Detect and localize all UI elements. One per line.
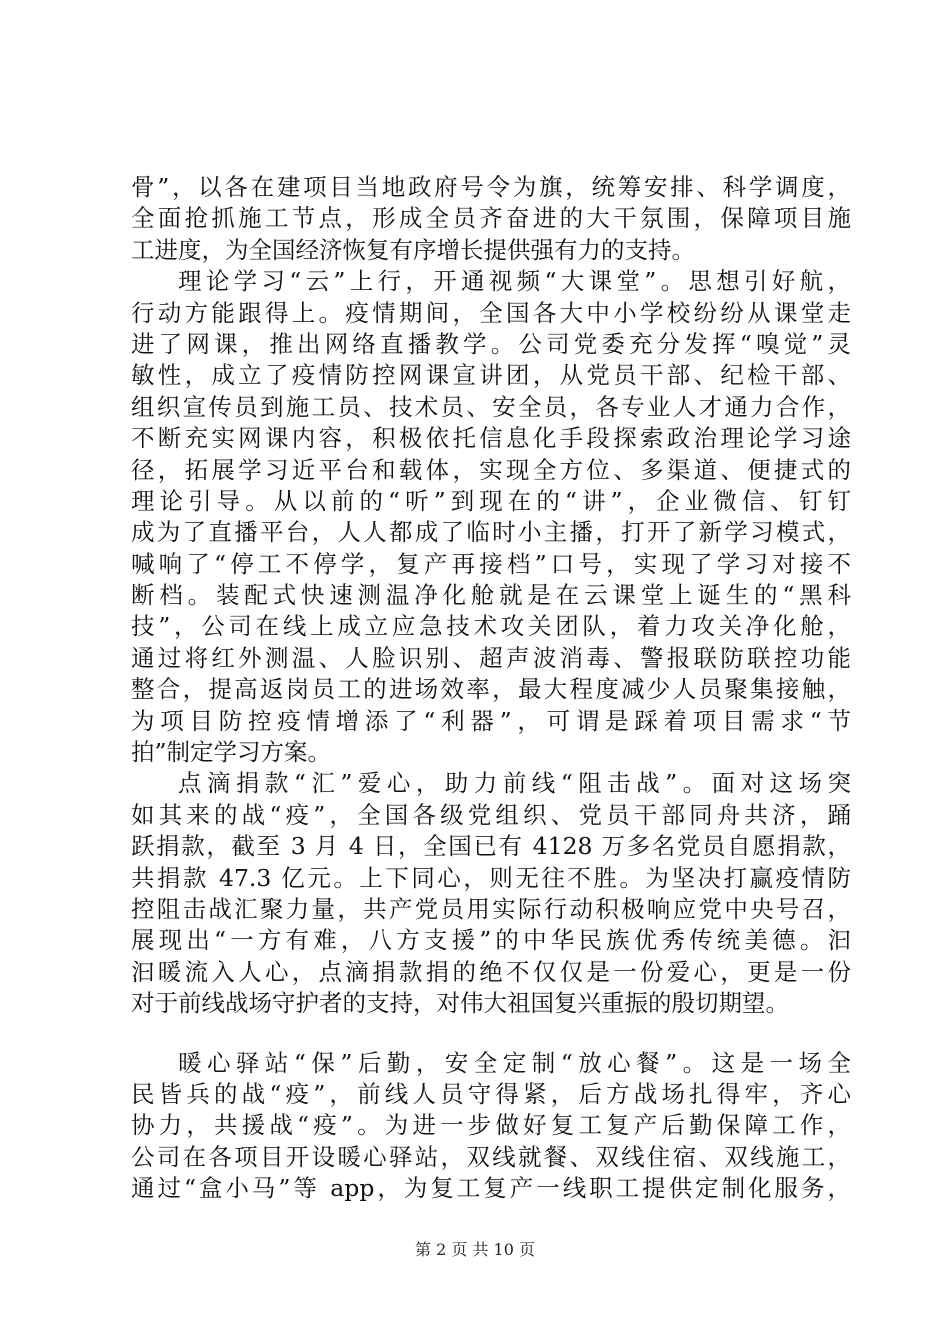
text-line: 对于前线战场守护者的支持，对伟大祖国复兴重振的殷切期望。: [131, 989, 789, 1018]
text-line: 喊响了“停工不停学，复产再接档”口号，实现了学习对接不: [131, 549, 851, 578]
text-line: 点滴捐款“汇”爱心，助力前线“阻击战”。面对这场突: [178, 769, 851, 798]
text-line: 汩暖流入人心，点滴捐款捐的绝不仅仅是一份爱心，更是一份: [131, 957, 851, 986]
text-line: 如其来的战“疫”，全国各级党组织、党员干部同舟共济，踊: [131, 800, 851, 829]
text-line: 断档。装配式快速测温净化舱就是在云课堂上诞生的“黑科: [131, 581, 851, 610]
text-line: 行动方能跟得上。疫情期间，全国各大中小学校纷纷从课堂走: [131, 298, 851, 327]
document-body: [131, 172, 851, 1205]
text-line: 骨”，以各在建项目当地政府号令为旗，统筹安排、科学调度，: [131, 173, 851, 201]
text-line: 理论学习“云”上行，开通视频“大课堂”。思想引好航，: [178, 267, 851, 296]
text-line: 为项目防控疫情增添了“利器”，可谓是踩着项目需求“节: [131, 706, 851, 735]
text-line: 通过“盒小马”等 app，为复工复产一线职工提供定制化服务，: [131, 1174, 851, 1203]
text-line: 拍”制定学习方案。: [131, 738, 332, 767]
text-line: 全面抢抓施工节点，形成全员齐奋进的大干氛围，保障项目施: [131, 204, 851, 233]
text-line: 民皆兵的战“疫”，前线人员守得紧，后方战场扎得牢，齐心: [131, 1079, 851, 1108]
text-line: 敏性，成立了疫情防控网课宣讲团，从党员干部、纪检干部、: [131, 361, 851, 390]
text-line: 公司在各项目开设暖心驿站，双线就餐、双线住宿、双线施工，: [131, 1142, 851, 1171]
text-line: 组织宣传员到施工员、技术员、安全员，各专业人才通力合作，: [131, 392, 851, 421]
text-line: 进了网课，推出网络直播教学。公司党委充分发挥“嗅觉”灵: [131, 329, 851, 358]
paragraph-gap: [131, 1020, 851, 1048]
text-line: 共捐款 47.3 亿元。上下同心，则无往不胜。为坚决打赢疫情防: [131, 863, 851, 892]
text-line: 通过将红外测温、人脸识别、超声波消毒、警报联防联控功能: [131, 643, 851, 672]
text-line: 展现出“一方有难，八方支援”的中华民族优秀传统美德。汩: [131, 926, 851, 955]
text-line: 整合，提高返岗员工的进场效率，最大程度减少人员聚集接触，: [131, 675, 851, 704]
text-line: 控阻击战汇聚力量，共产党员用实际行动积极响应党中央号召，: [131, 894, 851, 923]
text-line: 不断充实网课内容，积极依托信息化手段探索政治理论学习途: [131, 424, 851, 453]
page-footer: 第 2 页 共 10 页: [415, 1240, 535, 1259]
text-line: 径，拓展学习近平台和载体，实现全方位、多渠道、便捷式的: [131, 455, 851, 484]
text-line: 协力，共援战“疫”。为进一步做好复工复产后勤保障工作，: [131, 1111, 851, 1140]
text-line: 工进度，为全国经济恢复有序增长提供强有力的支持。: [131, 235, 695, 264]
text-line: 成为了直播平台，人人都成了临时小主播，打开了新学习模式，: [131, 518, 851, 547]
text-line: 暖心驿站“保”后勤，安全定制“放心餐”。这是一场全: [178, 1048, 851, 1077]
text-line: 理论引导。从以前的“听”到现在的“讲”，企业微信、钉钉: [131, 486, 851, 515]
text-line: 技”，公司在线上成立应急技术攻关团队，着力攻关净化舱，: [131, 612, 851, 641]
text-line: 跃捐款，截至 3 月 4 日，全国已有 4128 万多名党员自愿捐款，: [131, 832, 851, 861]
